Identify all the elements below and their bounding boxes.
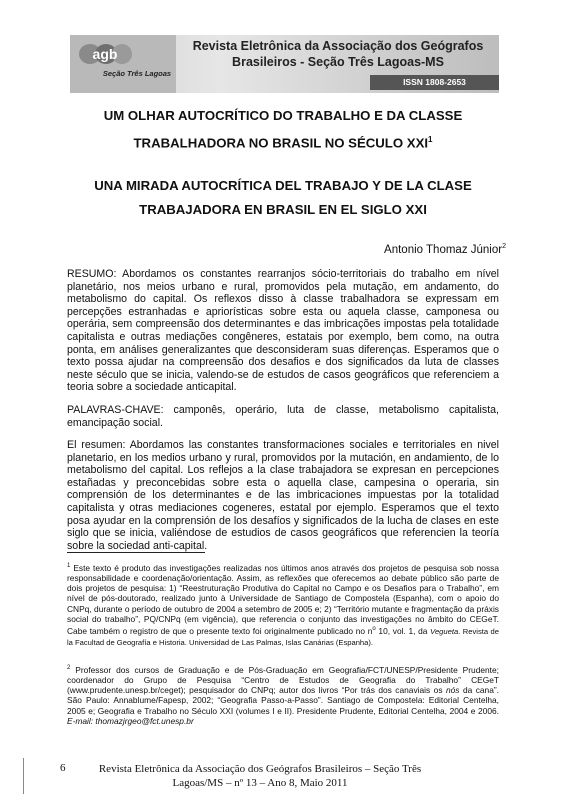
footnote-1-text-c: . Revista de la Facultad de Geografía e Historia. Universidad de Las Palmas, Islas Canárias (Espanha). bbox=[67, 626, 499, 648]
title-pt-line2: TRABALHADORA NO BRASIL NO SÉCULO XXI bbox=[133, 135, 429, 151]
footnote-2-mark: 2 bbox=[67, 665, 71, 671]
footnote-separator bbox=[67, 552, 205, 553]
page-number: 6 bbox=[60, 762, 66, 774]
footnote-1-mark: 1 bbox=[67, 563, 71, 569]
footnote-1-sup: o bbox=[372, 626, 376, 633]
title-es-line1: UNA MIRADA AUTOCRÍTICA DEL TRABAJO Y DE LA CLASE bbox=[94, 178, 472, 193]
footnote-1-text-b: 10, vol. 1, da bbox=[375, 625, 431, 636]
footnote-2-text-b: da cana”. São Paulo: Annablume/Fapesp, 2002; “Geografia Passo-a-Passo”. Santiago de Compostela: Editorial Centelha, 2005 e; Geografia e Trabalho no Século XXI (volumes I e II). Presidente Prudente, Editorial Centelha, 2004 e 2006. bbox=[67, 685, 499, 716]
issn-bar bbox=[370, 75, 499, 90]
resumen-paragraph: El resumen: Abordamos las constantes transformaciones sociales e territoriales en nivel planetario, en los medios urbano y rural, promovidos por la mutación, en andamiento, de lo metabolismo del capital. Los reflejos a la clase trabajadora se expresan en percepciones estañadas y preconcebidas sobre esta o aquella clase, campesina o operaria, sin comprensión de los determinantes e de las imbricaciones impuestas por la totalidad capitalista y otras mediaciones cogeneres, estatal por ejemplo. Esperamos que el texto posa ayudar en la comprensión de los desafíos y significados de la lucha de clases en este siglo que se inicia, valiéndose de estudios de casos geográficos que referencien la teoría sobre la sociedad anti-capital. bbox=[67, 439, 499, 552]
footnote-2-email[interactable]: E-mail: thomazjrgeo@fct.unesp.br bbox=[67, 715, 194, 726]
footer-margin-line bbox=[23, 758, 24, 794]
journal-title-line2: Brasileiros - Seção Três Lagoas-MS bbox=[232, 55, 444, 69]
journal-banner bbox=[70, 35, 499, 93]
title-pt bbox=[60, 104, 506, 155]
journal-title-line1: Revista Eletrônica da Associação dos Geógrafos bbox=[192, 39, 484, 53]
title-es-line2: TRABAJADORA EN BRASIL EN EL SIGLO XXI bbox=[139, 202, 427, 217]
svg-text:agb: agb bbox=[92, 46, 118, 62]
footnote-1-text: Este texto é produto das investigações realizadas nos últimos anos através dos projetos de pesquisa sob nossa responsabilidade e coordenação/orientação. Assim, as reflexões que oferecemos ao debate público são parte de dois projetos de pesquisa: 1) “Reestruturação Produtiva do Capital no Campo e os Desafios para o Trabalho”, em nível de pós-doutorado, realizado junto à Universidade de Santiago de Compostela (Espanha), com o apoio do CNPq, durante o período de outubro de 2004 a setembro de 2005 e; 2) “Território mutante e fragmentação da práxis social do trabalho”, PQ/CNPq (em vigência), que referencia o conjunto das investigações no âmbito do CEGeT. Cabe também o registro de que o presente texto foi originalmente publicado no n bbox=[67, 562, 499, 636]
footnote-2-nos: nós bbox=[445, 685, 460, 696]
footer-line1: Revista Eletrônica da Associação dos Geógrafos Brasileiros – Seção Três bbox=[98, 763, 422, 775]
footnote-2 bbox=[67, 663, 499, 726]
issn: ISSN 1808-2653 bbox=[403, 77, 466, 87]
title-footnote-mark[interactable]: 1 bbox=[428, 135, 433, 144]
title-es bbox=[60, 174, 506, 222]
agb-logo-icon bbox=[76, 39, 134, 67]
logo-subtitle: Seção Três Lagoas bbox=[102, 69, 172, 78]
title-pt-line1: UM OLHAR AUTOCRÍTICO DO TRABALHO E DA CLASSE bbox=[103, 108, 463, 123]
footnote-1-journal: Vegueta bbox=[430, 626, 459, 636]
journal-logo bbox=[70, 35, 176, 93]
footer-line2: Lagoas/MS – nº 13 – Ano 8, Maio 2011 bbox=[172, 777, 348, 789]
author-name: Antonio Thomaz Júnior bbox=[384, 243, 503, 256]
footnote-2-text: Professor dos cursos de Graduação e de Pós-Graduação em Geografia/FCT/UNESP/Presidente Prudente; coordenador do Grupo de Pesquisa “Centro de Estudos de Geografia do Trabalho” CEGeT (www.prudente.unesp.br/ceget); pesquisador do CNPq; autor dos livros “Por trás dos canaviais os bbox=[67, 664, 499, 696]
author-footnote-mark[interactable]: 2 bbox=[502, 243, 506, 250]
keywords-paragraph: PALAVRAS-CHAVE: camponês, operário, luta de classe, metabolismo capitalista, emancipação social. bbox=[67, 404, 499, 429]
footer-citation bbox=[80, 762, 440, 790]
author bbox=[384, 243, 506, 256]
footnote-1 bbox=[67, 561, 499, 648]
resumo-paragraph: RESUMO: Abordamos os constantes rearranjos sócio-territoriais do trabalho em nível planetário, nos meios urbano e rural, promovidos pela mutação, em andamento, do metabolismo do capital. Os reflexos disso à classe trabalhadora se expressam em percepções estranhadas e apriorísticas sobre esta ou aquela classe, camponesa ou operária, sem compreensão dos determinantes e das imbricações impostas pela totalidade capitalista e outras mediações congêneres, estatais por exemplo, bem como, na outra ponta, em análises generalizantes que desconsideram suas diferenças. Esperamos que o texto possa ajudar na compreensão dos desafios e dos significados da luta de classes neste século que se inicia, valendo-se de estudos de casos geográficos que referenciem a teoria sobre a sociedade anticapital. bbox=[67, 268, 499, 394]
